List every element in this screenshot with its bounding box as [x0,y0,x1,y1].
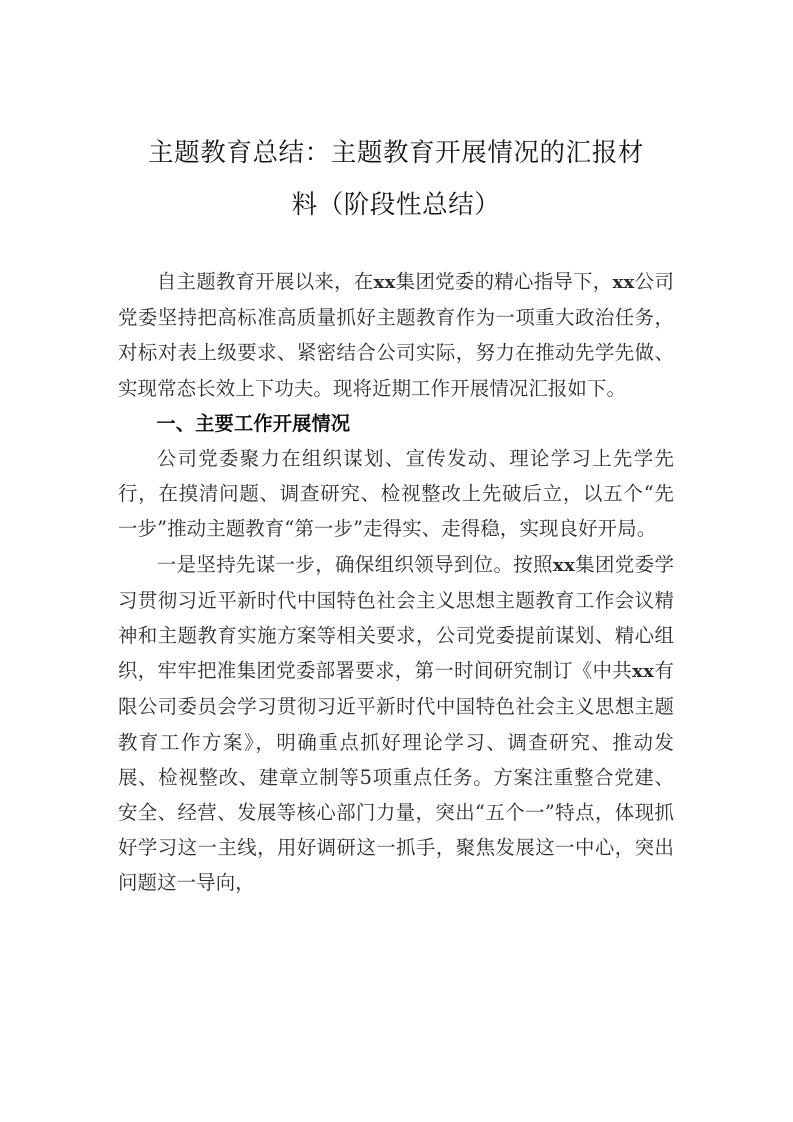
document-title-line-2: 料（阶段性总结） [291,190,501,220]
redacted-org-token: xx [373,272,396,293]
redacted-org-token: xx [612,272,635,293]
redacted-org-token: xx [632,661,655,683]
inline-number: 5 [359,765,373,789]
document-title [118,0,674,231]
section-heading-1: 一、主要工作开展情况 [156,411,351,435]
paragraph-intro: 自主题教育开展以来，在xx集团党委的精心指导下，xx公司党委坚持把高标准高质量抓好主题教育作为一项重大政治任务，对标对表上级要求、紧密结合公司实际，努力在推动先学先做、实现常态长效上下功夫。现将近期工作开展情况汇报如下。 [118,270,674,400]
paragraph-overview: 公司党委聚力在组织谋划、宣传发动、理论学习上先学先行，在摸清问题、调查研究、检视整改上先破后立，以五个“先一步”推动主题教育“第一步”走得实、走得稳，实现良好开局。 [118,447,674,541]
document-content [118,0,674,901]
redacted-org-token: xx [552,554,575,576]
paragraph-point-one: 一是坚持先谋一步，确保组织领导到位。按照xx集团党委学习贯彻习近平新时代中国特色社会主义思想主题教育工作会议精神和主题教育实施方案等相关要求，公司党委提前谋划、精心组织，牢牢把准集团党委部署要求，第一时间研究制订《中共xx有限公司委员会学习贯彻习近平新时代中国特色社会主义思想主题教育工作方案》，明确重点抓好理论学习、调查研究、推动发展、检视整改、建章立制等5项重点任务。方案注重整合党建、安全、经营、发展等核心部门力量，突出“五个一”特点，体现抓好学习这一主线，用好调研这一抓手，聚焦发展这一中心，突出问题这一导向， [118,552,675,895]
document-title-line-1: 主题教育总结：主题教育开展情况的汇报材 [148,138,644,168]
